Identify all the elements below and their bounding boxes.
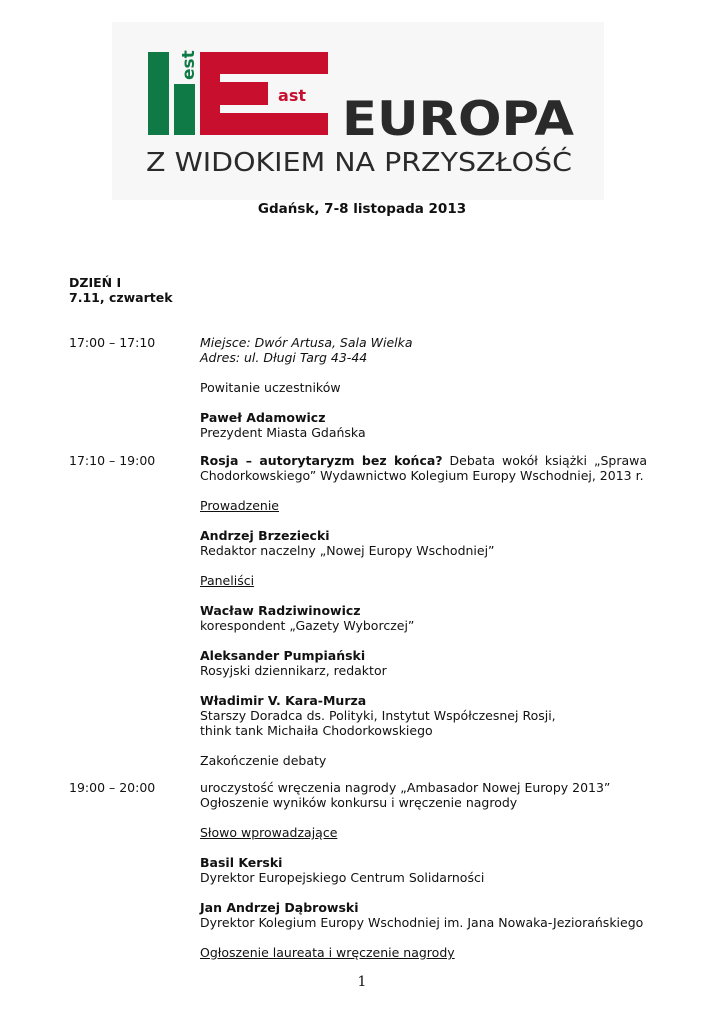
logo-graphic — [112, 22, 604, 200]
logo-est: est — [179, 50, 199, 80]
panelist-2-name: Aleksander Pumpiański — [200, 648, 366, 663]
logo-europa: EUROPA — [342, 92, 575, 147]
session-1-address: Adres: ul. Długi Targ 43-44 — [200, 350, 368, 365]
session-3-intro-label: Słowo wprowadzające — [200, 825, 338, 840]
session-3-award-label: Ogłoszenie laureata i wręczenie nagrody — [200, 945, 455, 960]
session-3-speaker-2-name: Jan Andrzej Dąbrowski — [200, 900, 359, 915]
moderator-name: Andrzej Brzeziecki — [200, 528, 330, 543]
logo-green-bar-1 — [148, 52, 169, 135]
session-2-moderation-label: Prowadzenie — [200, 498, 279, 513]
session-3-time: 19:00 – 20:00 — [69, 780, 156, 795]
session-2-details — [200, 453, 647, 768]
session-2-title-bold: Rosja – autorytaryzm bez końca? — [200, 453, 443, 468]
panelist-2-role: Rosyjski dziennikarz, redaktor — [200, 663, 387, 678]
moderator-role: Redaktor naczelny „Nowej Europy Wschodniej” — [200, 543, 495, 558]
panelist-1-role: korespondent „Gazety Wyborczej” — [200, 618, 415, 633]
session-1-place: Miejsce: Dwór Artusa, Sala Wielka — [200, 335, 413, 350]
session-1-welcome: Powitanie uczestników — [200, 380, 341, 395]
session-2-title-rest: Debata wokół książki „Sprawa Chodorkowskiego” Wydawnictwo Kolegium Europy Wschodniej, 2013 r. — [200, 453, 647, 483]
session-2-panelists-label: Paneliści — [200, 573, 255, 588]
logo-red-bar-4 — [200, 52, 220, 135]
day-title: DZIEŃ I — [69, 275, 122, 290]
logo-green-bar-2 — [174, 84, 195, 135]
day-date: 7.11, czwartek — [69, 290, 173, 305]
session-1-speaker-name: Paweł Adamowicz — [200, 410, 326, 425]
panelist-3-role: Starszy Doradca ds. Polityki, Instytut Współczesnej Rosji, — [200, 708, 556, 723]
session-1-details — [200, 335, 647, 440]
page-number: 1 — [357, 974, 367, 990]
panelist-3-name: Władimir V. Kara-Murza — [200, 693, 367, 708]
session-2-time: 17:10 – 19:00 — [69, 453, 156, 468]
session-3-speaker-2-role: Dyrektor Kolegium Europy Wschodniej im. Jana Nowaka-Jeziorańskiego — [200, 915, 644, 930]
panelist-1-name: Wacław Radziwinowicz — [200, 603, 361, 618]
session-3-line1: uroczystość wręczenia nagrody „Ambasador Nowej Europy 2013” — [200, 780, 611, 795]
panelist-3-role-line2: think tank Michaiła Chodorkowskiego — [200, 723, 433, 738]
venue-date-heading: Gdańsk, 7-8 listopada 2013 — [257, 201, 467, 217]
session-1-speaker-role: Prezydent Miasta Gdańska — [200, 425, 366, 440]
session-3-speaker-1-name: Basil Kerski — [200, 855, 283, 870]
session-2-closing: Zakończenie debaty — [200, 753, 327, 768]
session-3-speaker-1-role: Dyrektor Europejskiego Centrum Solidarności — [200, 870, 485, 885]
day-heading — [69, 275, 173, 305]
logo-tagline: Z WIDOKIEM NA PRZYSZŁOŚĆ — [146, 148, 535, 178]
conference-logo — [112, 22, 604, 200]
session-2-title — [200, 453, 647, 483]
session-3-line2: Ogłoszenie wyników konkursu i wręczenie nagrody — [200, 795, 518, 810]
session-1-time: 17:00 – 17:10 — [69, 335, 156, 350]
logo-ast: ast — [278, 86, 306, 105]
session-3-details — [200, 780, 647, 960]
